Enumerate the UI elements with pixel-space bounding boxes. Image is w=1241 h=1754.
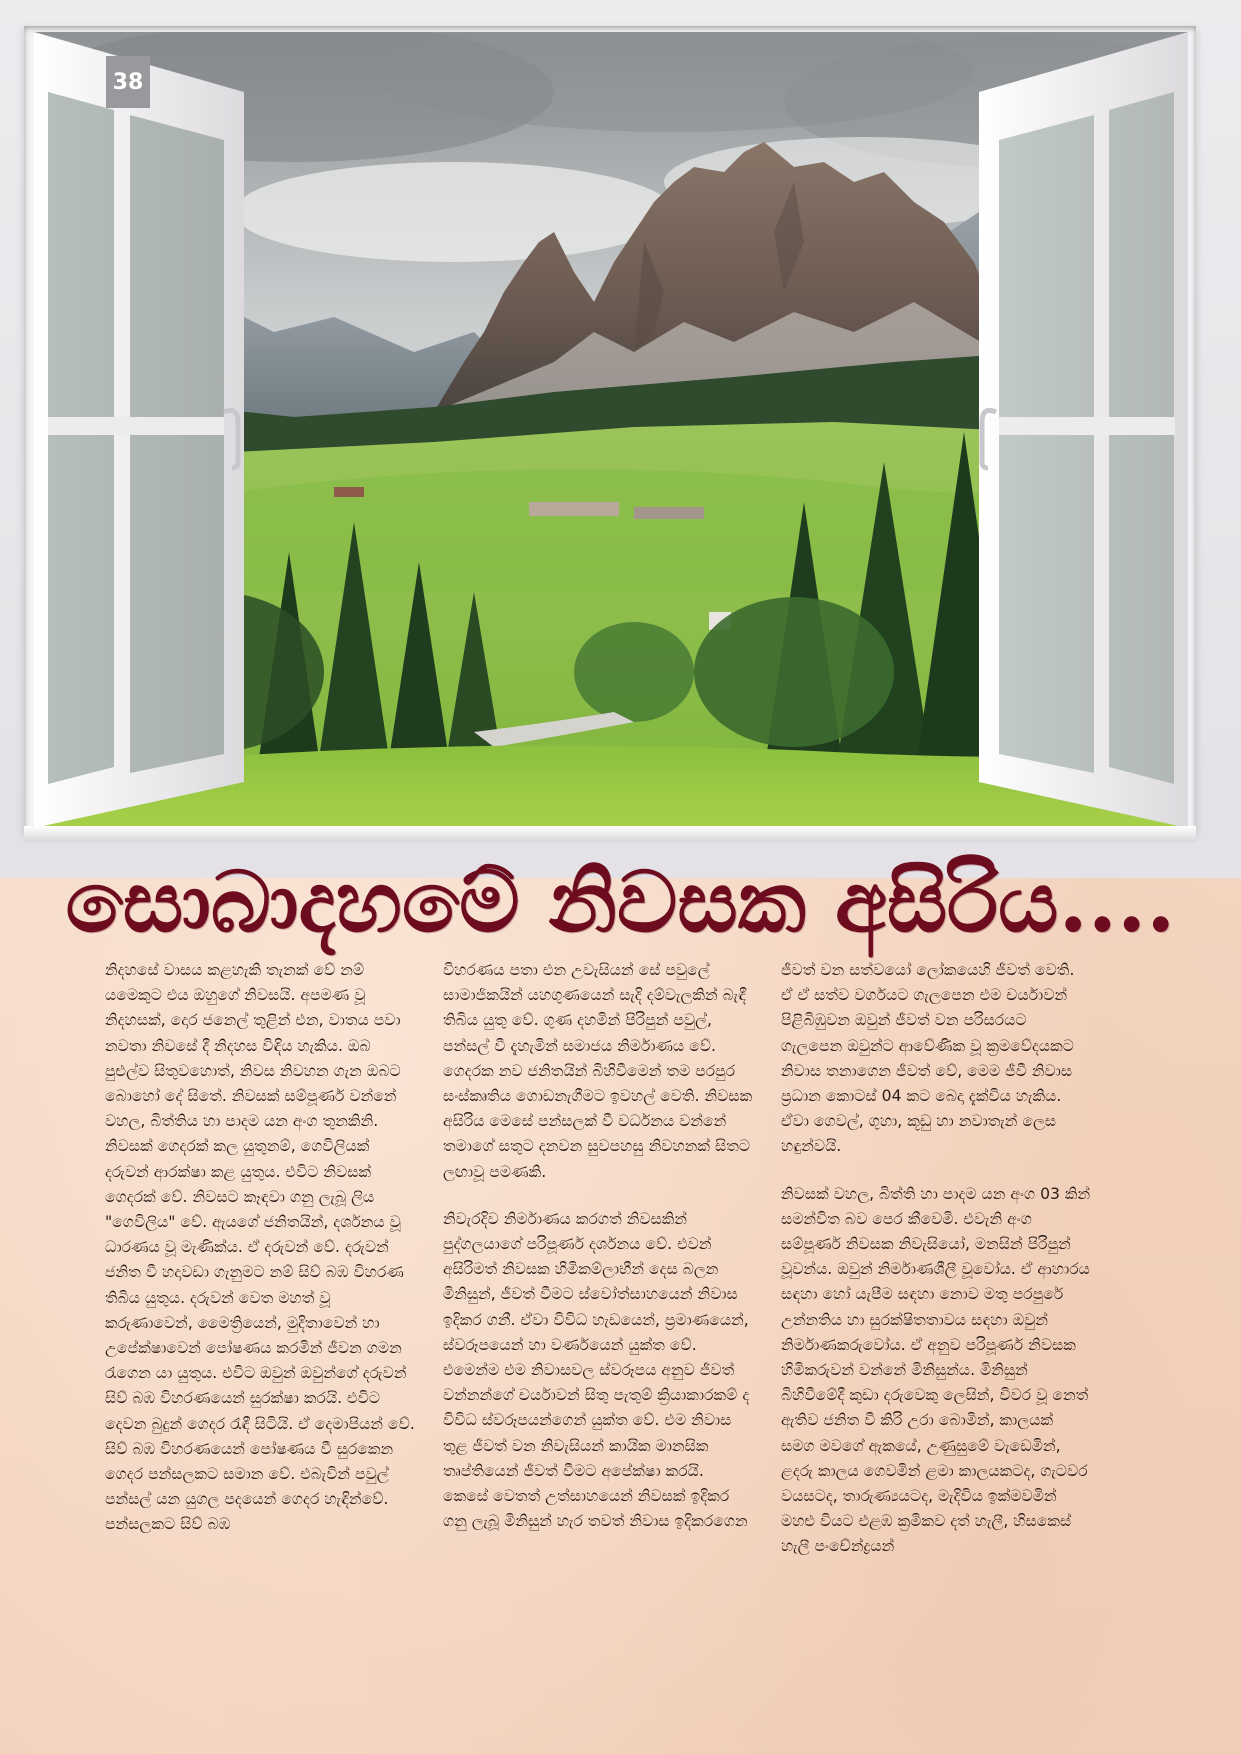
paragraph: නිවසක් වහල, බිත්ති හා පාදම යන අංග 03 කින් සමන්විත බව පෙර කීවෙමි. එවැනි අංග සම්පූර්ණ නිවසක නිවැසියෝ, මනසින් පිරිපුන් වූවන්ය. ඔවුන් නිර්මාණශීලී වූවෝය. ඒ ආහාරය සඳහා හෝ යැපීම සඳහා නොව මතු පරපුරේ උන්නතිය හා සුරක්ෂිතතාවය සඳහා ඔවුන් නිර්මාණකරුවෝය. ඒ අනුව පරිපූර්ණ නිවසක හිමිකරුවන් වන්නේ මිනිසුන්ය. මිනිසුන් බිහිවීමේදී කුඩා දරුවෙකු ලෙසින්, විවර වූ නෙත් ඇතිව ජනිත වී කිරි උරා බොමින්, කාලයක් සමග මවගේ ඇකයේ, උණුසුමේ වැඩෙමින්, ළදරු කාලය ගෙවමින් ළමා කාලයකටද, ගැටවර වයසටද, තාරුණ්‍යයටද, මැදිවිය ඉක්මවමින් මහළු වියට එළඹ ක්‍රමිකව දත් හැලී, හිසකෙස් හැලී පංචේන්ද්‍රයන් [781,1184,1091,1556]
article-column-1 [105,958,415,1560]
paragraph: නිදහසේ වාසය කළහැකි තැනක් වේ නම් යමෙකුට එය ඔහුගේ නිවසයි. අපමණ වූ නිදහසක්, දොර ජනෙල් තුළින් එන, වාතය පවා නවතා නිවසේ දී නිදහස විඳිය හැකිය. ඔබ පුළුල්ව සිතුවහොත්, නිවස නිවහන ගැන ඔබට බොහෝ දේ සිතේ. නිවසක් සම්පූර්ණ වන්නේ වහල, බිත්තිය හා පාදම යන අංග තුනකිනි. නිවසක් ගෙදරක් කල යුතුනම්, ගෙවිලියක් දරුවන් ආරක්ෂා කළ යුතුය. එවිට නිවසක් ගෙදරක් වේ. නිවසට කෑඳවා ගනු ලැබූ ලිය "ගෙවිලිය" වේ. ඇයගේ ජනිතයින්, දර්ශනය වූ ධාරණය වූ මැණික්ය. ඒ දරුවන් වේ. දරුවන් ජනිත වී හදාවඩා ගැනුමට නම් සිව් බඹ විහරණ තිබිය යුතුය. දරුවන් වෙත මහත් වූ කරුණාවෙන්, මෛත්‍රියෙන්, මුදිතාවෙන් හා උපේක්ෂාවෙන් පෝෂණය කරමින් ජීවන ගමන රැගෙන යා යුතුය. එවිට ඔවුන් ඔවුන්ගේ දරුවන් සිව් බඹ විහරණයෙන් සුරක්ෂා කරයි. එවිට දෙවන බුදුන් ගෙදර රැඳී සිටියි. ඒ දෙමාපියන් වේ. සිව් බඹ විහරණයෙන් පෝෂණය වී සුරකෙන ගෙදර පන්සලකට සමාන වේ. එබැවින් පවුල් පන්සල් යන යුගල පදයෙන් ගෙදර හැඳින්වේ. පන්සලකට සිව් බඹ [105,961,415,1534]
paragraph: නිවැරදිව නිර්මාණය කරගත් නිවසකින් පුද්ගලයාගේ පරිපූර්ණ දර්ශනය වේ. එවන් අසිරිමත් නිවසක හිමිකම්ලාභීන් දෙස බලන මිනිසුන්, ජීවත් වීමට ස්වෝත්සාහයෙන් නිවාස ඉදිකර ගනී. ඒවා විවිධ හැඩයෙන්, ප්‍රමාණයෙන්, ස්වරූපයෙන් හා වර්ණයෙන් යුක්ත වේ. එමෙන්ම එම නිවාසවල ස්වරූපය අනුව ජීවත් වන්නන්ගේ චර්යාවන් සිතු පැතුම් ක්‍රියාකාරකම් ද විවිධ ස්වරූපයන්ගෙන් යුක්ත වේ. එම නිවාස තුළ ජීවත් වන නිවැසියන් කායික මානසික තෘප්තියෙන් ජීවත් වීමට අපේක්ෂා කරයි. කෙසේ වෙතත් උත්සාහයෙන් නිවසක් ඉදිකර ගනු ලැබූ මිනිසුන් හැර තවත් නිවාස ඉදිකරගෙන [443,1209,750,1531]
article-column-3 [781,958,1091,1582]
article-column-2 [443,958,753,1556]
window-sill [24,826,1196,842]
page-number: 38 [106,56,150,108]
article-title: සොබාදහමේ නිවසක අසිරිය.... [65,852,1176,951]
paragraph: ජීවත් වන සත්වයෝ ලෝකයෙහි ජීවත් වෙති. ඒ ඒ සත්ව වර්ගයට ගැලපෙන එම චර්යාවන් පිළිබිඹුවන ඔවුන් ජීවත් වන පරිසරයට ගැලපෙන ඔවුන්ට ආවේණික වූ ක්‍රමවේදයකට නිවාස තනාගෙන ජීවත් වේ, මෙම ජීවී නිවාස ප්‍රධාන කොටස් 04 කට බෙදා දැක්විය හැකිය. ඒවා ගෙවල්, ගුහා, කූඩු හා නවාතැන් ලෙස හඳුන්වයි. [781,961,1075,1156]
mountain-landscape-image [34,32,1188,828]
paragraph: විහරණය පතා එන උවැසියන් සේ පවුලේ සාමාජිකයින් යහගුණයෙන් සැදි දම්වැලකින් බැඳී තිබිය යුතු වේ. ගුණ දහමින් පිරිපුන් පවුල්, පන්සල් වී දැහැමින් සමාජය නිර්මාණය වේ. ගෙදරක නව ජනිතයින් බිහිවීමෙන් තම පරපුර සංස්කෘතිය ගොඩනැගීමට ඉවහල් වෙති. නිවසක අසිරිය මෙසේ පන්සලක් වී වර්ධනය වන්නේ තමාගේ සතුට දනවන සුවපහසු නිවහනක් සිතට ලඟාවූ පමණකි. [443,961,753,1181]
